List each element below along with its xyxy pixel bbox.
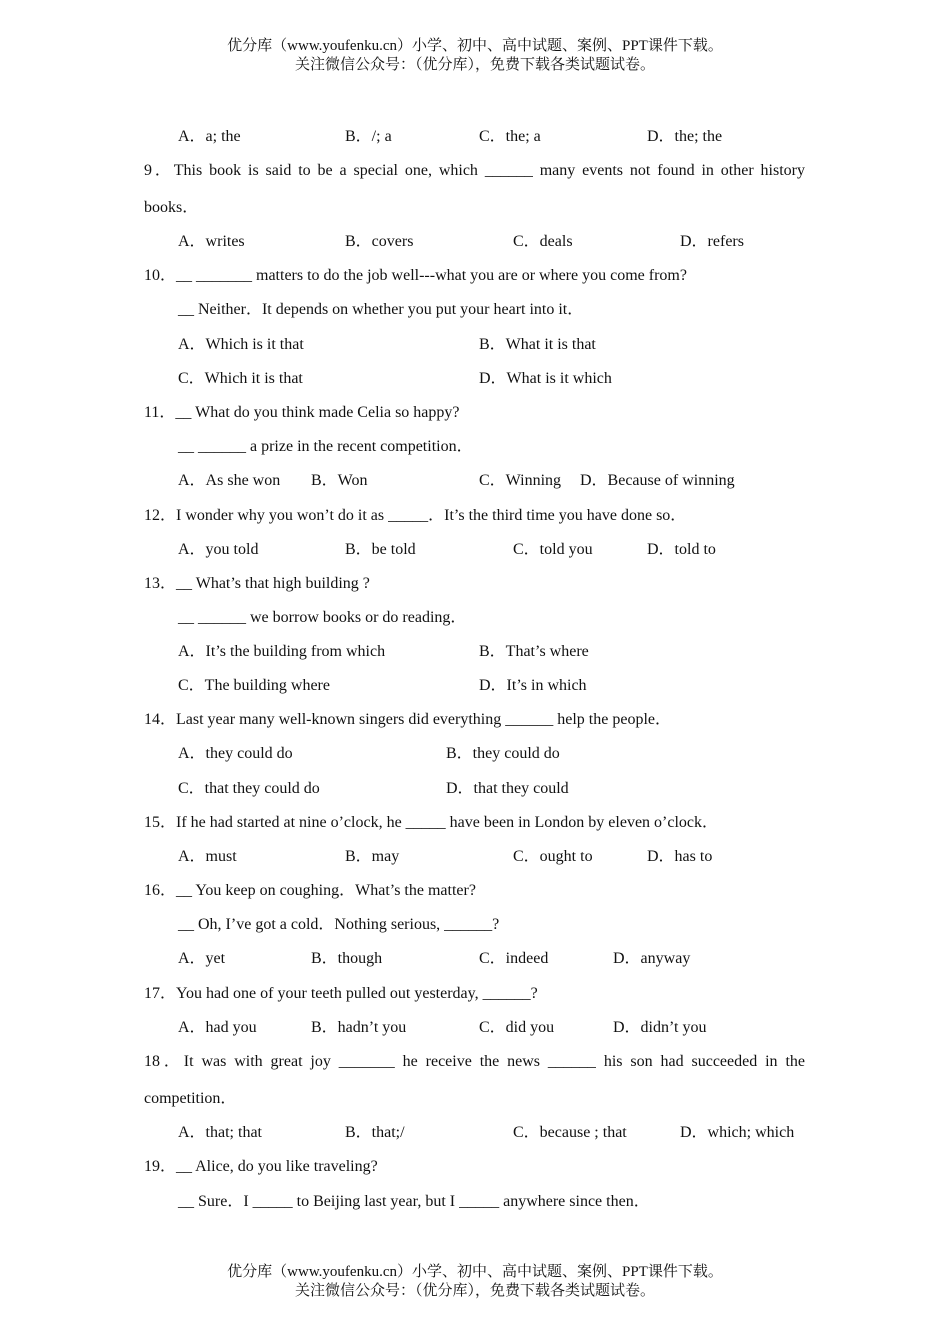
q10-option-d: D．What is it which — [479, 370, 612, 387]
header-line-2: 关注微信公众号：（优分库），免费下载各类试题试卷。 — [294, 57, 655, 73]
q10-stem: 10．__ _______ matters to do the job well---what you are or where you come from? — [144, 267, 687, 284]
q12-option-a: A．you told — [178, 541, 259, 558]
q16-option-c: C．indeed — [479, 950, 549, 967]
q13-option-c: C．The building where — [178, 677, 330, 694]
q11-option-a: A．As she won — [178, 472, 281, 489]
page-header — [0, 37, 950, 75]
q11-option-b: B．Won — [311, 472, 368, 489]
q10-option-a: A．Which is it that — [178, 336, 304, 353]
q18-option-c: C．because ; that — [513, 1124, 627, 1141]
q9-option-c: C．deals — [513, 233, 573, 250]
q11-reply: __ ______ a prize in the recent competition． — [178, 438, 473, 455]
q9-stem-cont: books． — [144, 199, 199, 216]
q12-option-c: C．told you — [513, 541, 593, 558]
q10-option-b: B．What it is that — [479, 336, 596, 353]
q19-stem: 19．__ Alice, do you like traveling? — [144, 1158, 378, 1175]
q17-option-a: A．had you — [178, 1019, 257, 1036]
q16-stem: 16．__ You keep on coughing．What’s the matter? — [144, 882, 476, 899]
q11-option-d: D．Because of winning — [580, 472, 735, 489]
q9-option-b: B．covers — [345, 233, 414, 250]
q14-stem: 14．Last year many well-known singers did everything ______ help the people． — [144, 711, 671, 728]
header-line-1: 优分库（www.youfenku.cn）小学、初中、高中试题、案例、PPT课件下载。 — [227, 38, 723, 54]
footer-line-1: 优分库（www.youfenku.cn）小学、初中、高中试题、案例、PPT课件下载。 — [227, 1264, 723, 1280]
q16-reply: __ Oh, I’ve got a cold．Nothing serious, ______? — [178, 916, 500, 933]
q15-option-c: C．ought to — [513, 848, 593, 865]
q18-stem: 18．It was with great joy _______ he receive the news ______ his son had succeeded in the — [144, 1053, 805, 1070]
q16-option-a: A．yet — [178, 950, 226, 967]
q9-option-a: A．writes — [178, 233, 245, 250]
q14-option-a: A．they could do — [178, 745, 293, 762]
q15-option-b: B．may — [345, 848, 400, 865]
q14-option-b: B．they could do — [446, 745, 560, 762]
q14-option-d: D．that they could — [446, 780, 569, 797]
q18-option-b: B．that;/ — [345, 1124, 405, 1141]
q13-option-a: A．It’s the building from which — [178, 643, 386, 660]
q13-option-b: B．That’s where — [479, 643, 589, 660]
q17-option-c: C．did you — [479, 1019, 555, 1036]
q11-option-c: C．Winning — [479, 472, 562, 489]
q8-option-d: D．the; the — [647, 128, 723, 145]
q13-stem: 13．__ What’s that high building ? — [144, 575, 370, 592]
q13-reply: __ ______ we borrow books or do reading． — [178, 609, 467, 626]
q17-option-d: D．didn’t you — [613, 1019, 707, 1036]
q15-option-d: D．has to — [647, 848, 713, 865]
q15-stem: 15．If he had started at nine o’clock, he _____ have been in London by eleven o’clock． — [144, 814, 719, 831]
q17-stem: 17．You had one of your teeth pulled out yesterday, ______? — [144, 985, 538, 1002]
q17-option-b: B．hadn’t you — [311, 1019, 407, 1036]
q16-option-d: D．anyway — [613, 950, 691, 967]
q12-option-d: D．told to — [647, 541, 716, 558]
page-footer — [0, 1263, 950, 1301]
footer-line-2: 关注微信公众号：（优分库），免费下载各类试题试卷。 — [294, 1283, 655, 1299]
q10-reply: __ Neither．It depends on whether you put your heart into it． — [178, 301, 584, 318]
q8-option-c: C．the; a — [479, 128, 541, 145]
q18-option-d: D．which; which — [680, 1124, 795, 1141]
q8-option-a: A．a; the — [178, 128, 241, 145]
q8-option-b: B．/; a — [345, 128, 392, 145]
q12-option-b: B．be told — [345, 541, 416, 558]
q18-stem-cont: competition． — [144, 1090, 237, 1107]
q9-stem: 9．This book is said to be a special one, which ______ many events not found in other history — [144, 162, 805, 179]
q19-reply: __ Sure．I _____ to Beijing last year, but I _____ anywhere since then． — [178, 1193, 650, 1210]
q13-option-d: D．It’s in which — [479, 677, 587, 694]
q11-stem: 11．__ What do you think made Celia so happy? — [144, 404, 460, 421]
q15-option-a: A．must — [178, 848, 237, 865]
q14-option-c: C．that they could do — [178, 780, 320, 797]
q16-option-b: B．though — [311, 950, 383, 967]
q9-option-d: D．refers — [680, 233, 744, 250]
q10-option-c: C．Which it is that — [178, 370, 303, 387]
q12-stem: 12．I wonder why you won’t do it as _____．It’s the third time you have done so． — [144, 507, 687, 524]
q18-option-a: A．that; that — [178, 1124, 262, 1141]
